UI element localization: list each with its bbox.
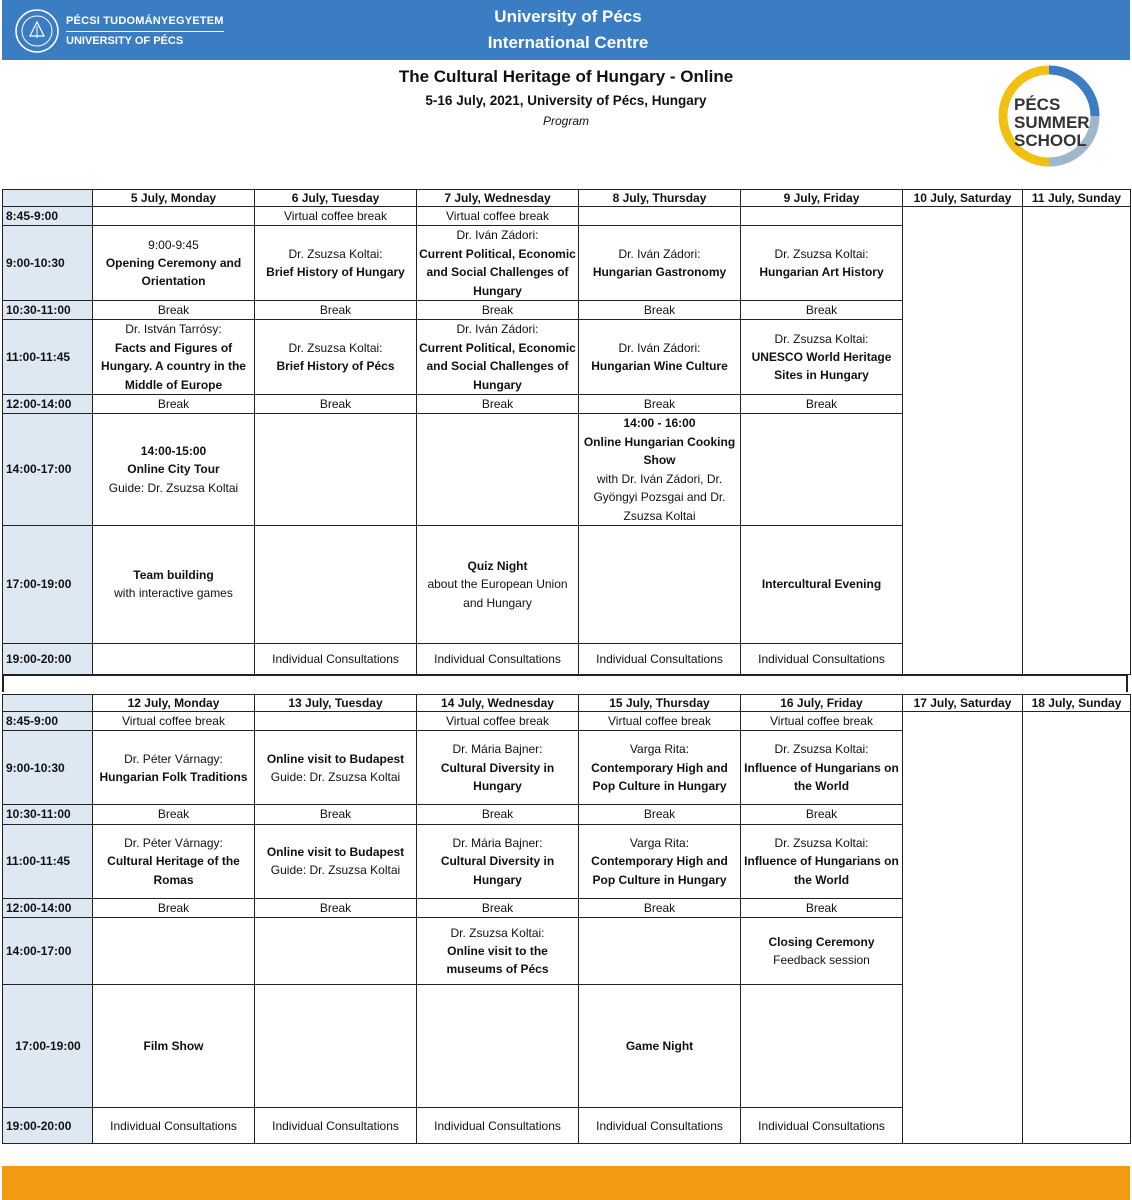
- session-cell: Virtual coffee break: [93, 712, 255, 731]
- weekend-saturday-cell: [903, 712, 1023, 1144]
- session-title: Cultural Diversity in Hungary: [440, 760, 555, 794]
- session-cell: Virtual coffee break: [417, 712, 579, 731]
- week1-header-row: [3, 190, 1131, 207]
- day-header: 7 July, Wednesday: [417, 190, 579, 207]
- page-title: The Cultural Heritage of Hungary - Online: [398, 67, 734, 86]
- session-lecturer: Dr. Zsuzsa Koltai:: [774, 331, 869, 346]
- session-lecturer: Dr. István Tarrósy:: [125, 322, 222, 337]
- session-title: Cultural Diversity in Hungary: [440, 854, 555, 887]
- day-header: 15 July, Thursday: [579, 695, 741, 712]
- session-cell: [741, 226, 903, 301]
- session-cell: [255, 226, 417, 301]
- day-header: 6 July, Tuesday: [255, 190, 417, 207]
- program-label: Program: [542, 114, 589, 128]
- session-lecturer: Varga Rita:: [629, 835, 690, 850]
- summer-logo-line-2: SUMMER: [1014, 113, 1090, 132]
- time-slot: 14:00-17:00: [3, 414, 93, 525]
- session-time: 9:00-9:45: [148, 237, 199, 252]
- page-subtitle: 5-16 July, 2021, University of Pécs, Hungary: [425, 93, 707, 108]
- time-slot: 17:00-19:00: [3, 985, 93, 1108]
- session-lecturer: Dr. Mária Bajner:: [452, 742, 543, 757]
- session-cell: Break: [579, 301, 741, 320]
- summer-logo-line-1: PÉCS: [1014, 95, 1061, 114]
- table-row: [3, 712, 1131, 731]
- session-title: Online visit to the museums of Pécs: [446, 944, 549, 977]
- day-header: 10 July, Saturday: [903, 190, 1023, 207]
- session-title: Hungarian Folk Traditions: [99, 769, 248, 784]
- session-cell: [741, 320, 903, 395]
- session-cell: Break: [255, 395, 417, 414]
- session-cell: [93, 320, 255, 395]
- time-slot: 9:00-10:30: [3, 731, 93, 805]
- time-slot: 8:45-9:00: [3, 712, 93, 731]
- session-cell: [579, 918, 741, 985]
- session-lecturer: Varga Rita:: [629, 742, 690, 757]
- session-title: Film Show: [143, 1039, 204, 1054]
- session-guide: Guide: Dr. Zsuzsa Koltai: [108, 480, 239, 495]
- session-cell: [417, 320, 579, 395]
- session-cell: Break: [255, 898, 417, 917]
- session-lecturer: Dr. Zsuzsa Koltai:: [774, 742, 869, 757]
- day-header: 8 July, Thursday: [579, 190, 741, 207]
- session-cell: [255, 918, 417, 985]
- session-cell: [741, 525, 903, 643]
- session-cell: Break: [417, 301, 579, 320]
- session-cell: Break: [93, 805, 255, 824]
- centre-line-2: International Centre: [487, 33, 649, 52]
- session-cell: Individual Consultations: [741, 643, 903, 674]
- time-slot: 11:00-11:45: [3, 320, 93, 395]
- day-header: 9 July, Friday: [741, 190, 903, 207]
- session-cell: [741, 985, 903, 1108]
- time-slot: 19:00-20:00: [3, 643, 93, 674]
- session-cell: Virtual coffee break: [255, 207, 417, 226]
- session-cell: [93, 414, 255, 525]
- session-cell: Break: [93, 395, 255, 414]
- session-title: Current Political, Economic and Social Challenges of Hungary: [419, 246, 576, 298]
- session-title: Hungarian Gastronomy: [592, 265, 727, 280]
- session-cell: [417, 918, 579, 985]
- session-title: Online Hungarian Cooking Show: [583, 434, 736, 468]
- day-header: 14 July, Wednesday: [417, 695, 579, 712]
- session-cell: [579, 226, 741, 301]
- session-lecturer: Dr. Iván Zádori:: [456, 322, 539, 337]
- session-cell: Individual Consultations: [579, 643, 741, 674]
- day-header: 11 July, Sunday: [1023, 190, 1131, 207]
- time-slot: 10:30-11:00: [3, 301, 93, 320]
- session-cell: [93, 985, 255, 1108]
- weekend-sunday-cell: [1023, 712, 1131, 1144]
- session-lecturer: Dr. Zsuzsa Koltai:: [774, 835, 869, 850]
- session-title: UNESCO World Heritage Sites in Hungary: [751, 350, 892, 383]
- session-title: Contemporary High and Pop Culture in Hungary: [591, 760, 728, 794]
- session-cell: [255, 824, 417, 898]
- session-cell: [255, 525, 417, 643]
- session-cell: [417, 226, 579, 301]
- time-slot: 12:00-14:00: [3, 395, 93, 414]
- university-name-en: UNIVERSITY OF PÉCS: [66, 34, 184, 47]
- session-title: Contemporary High and Pop Culture in Hungary: [591, 854, 728, 887]
- session-cell: [255, 320, 417, 395]
- session-lecturer: Dr. Iván Zádori:: [456, 228, 539, 243]
- day-header: 5 July, Monday: [93, 190, 255, 207]
- session-cell: Virtual coffee break: [417, 207, 579, 226]
- time-slot: 12:00-14:00: [3, 898, 93, 917]
- session-title: Influence of Hungarians on the World: [744, 760, 899, 794]
- session-cell: [417, 525, 579, 643]
- time-slot: 11:00-11:45: [3, 824, 93, 898]
- session-title: Online visit to Budapest: [266, 751, 405, 766]
- weekend-saturday-cell: [903, 207, 1023, 675]
- university-name-hu: PÉCSI TUDOMÁNYEGYETEM: [66, 14, 224, 32]
- session-title: Brief History of Pécs: [276, 359, 395, 374]
- session-cell: [741, 207, 903, 226]
- university-logo: [14, 6, 234, 56]
- header-bar: [2, 0, 1130, 60]
- session-cell: Individual Consultations: [579, 1108, 741, 1144]
- session-cell: Break: [255, 805, 417, 824]
- session-cell: [579, 207, 741, 226]
- day-header: 13 July, Tuesday: [255, 695, 417, 712]
- session-cell: Virtual coffee break: [741, 712, 903, 731]
- session-lecturer: Dr. Zsuzsa Koltai:: [450, 925, 545, 940]
- session-title: Current Political, Economic and Social Challenges of Hungary: [419, 340, 576, 392]
- session-cell: [741, 414, 903, 525]
- session-cell: [741, 824, 903, 898]
- session-cell: [93, 525, 255, 643]
- session-time: 14:00 - 16:00: [623, 416, 696, 431]
- session-cell: Break: [741, 395, 903, 414]
- day-header: 18 July, Sunday: [1023, 695, 1131, 712]
- session-cell: Break: [741, 898, 903, 917]
- session-title: Quiz Night: [467, 558, 528, 573]
- session-cell: [417, 824, 579, 898]
- table-row: [3, 207, 1131, 226]
- session-lecturer: Dr. Zsuzsa Koltai:: [288, 246, 383, 261]
- session-lecturer: Dr. Zsuzsa Koltai:: [774, 246, 869, 261]
- session-lecturer: Dr. Péter Várnagy:: [124, 751, 223, 766]
- week2-header-row: [3, 695, 1131, 712]
- session-guide: Guide: Dr. Zsuzsa Koltai: [270, 863, 401, 878]
- corner-cell: [3, 190, 93, 207]
- time-slot: 14:00-17:00: [3, 918, 93, 985]
- session-cell: [255, 985, 417, 1108]
- session-detail: about the European Union and Hungary: [427, 577, 568, 610]
- session-cell: [579, 824, 741, 898]
- session-title: Hungarian Wine Culture: [591, 359, 728, 374]
- program-heading: [300, 66, 832, 128]
- session-cell: [417, 414, 579, 525]
- session-detail: with interactive games: [114, 586, 233, 601]
- session-cell: [417, 731, 579, 805]
- session-cell: Break: [579, 395, 741, 414]
- session-title: Opening Ceremony and Orientation: [105, 256, 242, 289]
- time-slot: 17:00-19:00: [3, 525, 93, 643]
- session-title: Closing Ceremony: [768, 934, 875, 949]
- session-cell: Individual Consultations: [93, 1108, 255, 1144]
- summer-logo-line-3: SCHOOL: [1014, 131, 1087, 150]
- session-title: Facts and Figures of Hungary. A country in the Middle of Europe: [101, 340, 246, 392]
- day-header: 16 July, Friday: [741, 695, 903, 712]
- session-hosts: with Dr. Iván Zádori, Dr. Gyöngyi Pozsgai and Dr. Zsuzsa Koltai: [593, 471, 726, 523]
- session-cell: Break: [417, 805, 579, 824]
- session-cell: Break: [741, 301, 903, 320]
- session-title: Cultural Heritage of the Romas: [107, 854, 240, 887]
- session-lecturer: Dr. Zsuzsa Koltai:: [288, 340, 383, 355]
- session-cell: Individual Consultations: [741, 1108, 903, 1144]
- time-slot: 19:00-20:00: [3, 1108, 93, 1144]
- week-separator: [2, 674, 1128, 692]
- session-cell: Individual Consultations: [417, 643, 579, 674]
- session-cell: Individual Consultations: [255, 1108, 417, 1144]
- session-cell: [93, 731, 255, 805]
- centre-title: [402, 4, 734, 56]
- session-title: Hungarian Art History: [759, 265, 884, 280]
- footer-bar: [2, 1166, 1130, 1200]
- session-title: Game Night: [625, 1039, 694, 1054]
- session-cell: Break: [93, 898, 255, 917]
- session-cell: [579, 731, 741, 805]
- session-lecturer: Dr. Mária Bajner:: [452, 835, 543, 850]
- session-cell: [579, 985, 741, 1108]
- session-cell: Individual Consultations: [417, 1108, 579, 1144]
- session-title: Influence of Hungarians on the World: [744, 854, 899, 887]
- session-cell: [93, 226, 255, 301]
- session-cell: Virtual coffee break: [579, 712, 741, 731]
- session-cell: [579, 320, 741, 395]
- session-cell: [579, 525, 741, 643]
- session-cell: [741, 918, 903, 985]
- day-header: 12 July, Monday: [93, 695, 255, 712]
- session-cell: [255, 712, 417, 731]
- session-guide: Guide: Dr. Zsuzsa Koltai: [270, 769, 401, 784]
- session-title: Online visit to Budapest: [266, 844, 405, 859]
- session-cell: [417, 985, 579, 1108]
- session-time: 14:00-15:00: [140, 444, 207, 459]
- session-lecturer: Dr. Iván Zádori:: [618, 246, 701, 261]
- session-cell: Break: [417, 898, 579, 917]
- session-title: Intercultural Evening: [761, 577, 882, 592]
- summer-school-logo: [990, 64, 1108, 168]
- time-slot: 10:30-11:00: [3, 805, 93, 824]
- corner-cell: [3, 695, 93, 712]
- session-cell: [93, 918, 255, 985]
- session-cell: Break: [255, 301, 417, 320]
- weekend-sunday-cell: [1023, 207, 1131, 675]
- session-cell: [93, 824, 255, 898]
- session-cell: Break: [579, 805, 741, 824]
- session-cell: Break: [741, 805, 903, 824]
- week2-schedule-table: [2, 694, 1131, 1144]
- session-cell: Break: [93, 301, 255, 320]
- session-title: Online City Tour: [127, 462, 220, 477]
- university-seal-icon: [14, 8, 60, 54]
- week1-schedule-table: [2, 189, 1131, 675]
- session-cell: [93, 207, 255, 226]
- day-header: 17 July, Saturday: [903, 695, 1023, 712]
- session-cell: Individual Consultations: [255, 643, 417, 674]
- session-cell: [741, 731, 903, 805]
- session-title: Team building: [133, 568, 214, 582]
- centre-line-1: University of Pécs: [494, 7, 642, 26]
- time-slot: 8:45-9:00: [3, 207, 93, 226]
- session-cell: Break: [417, 395, 579, 414]
- session-cell: [255, 414, 417, 525]
- session-lecturer: Dr. Iván Zádori:: [618, 340, 701, 355]
- session-cell: [579, 414, 741, 525]
- session-title: Brief History of Hungary: [266, 265, 405, 280]
- session-cell: Break: [579, 898, 741, 917]
- time-slot: 9:00-10:30: [3, 226, 93, 301]
- session-detail: Feedback session: [773, 953, 870, 968]
- session-lecturer: Dr. Péter Várnagy:: [124, 835, 223, 850]
- session-cell: [255, 731, 417, 805]
- session-cell: [93, 643, 255, 674]
